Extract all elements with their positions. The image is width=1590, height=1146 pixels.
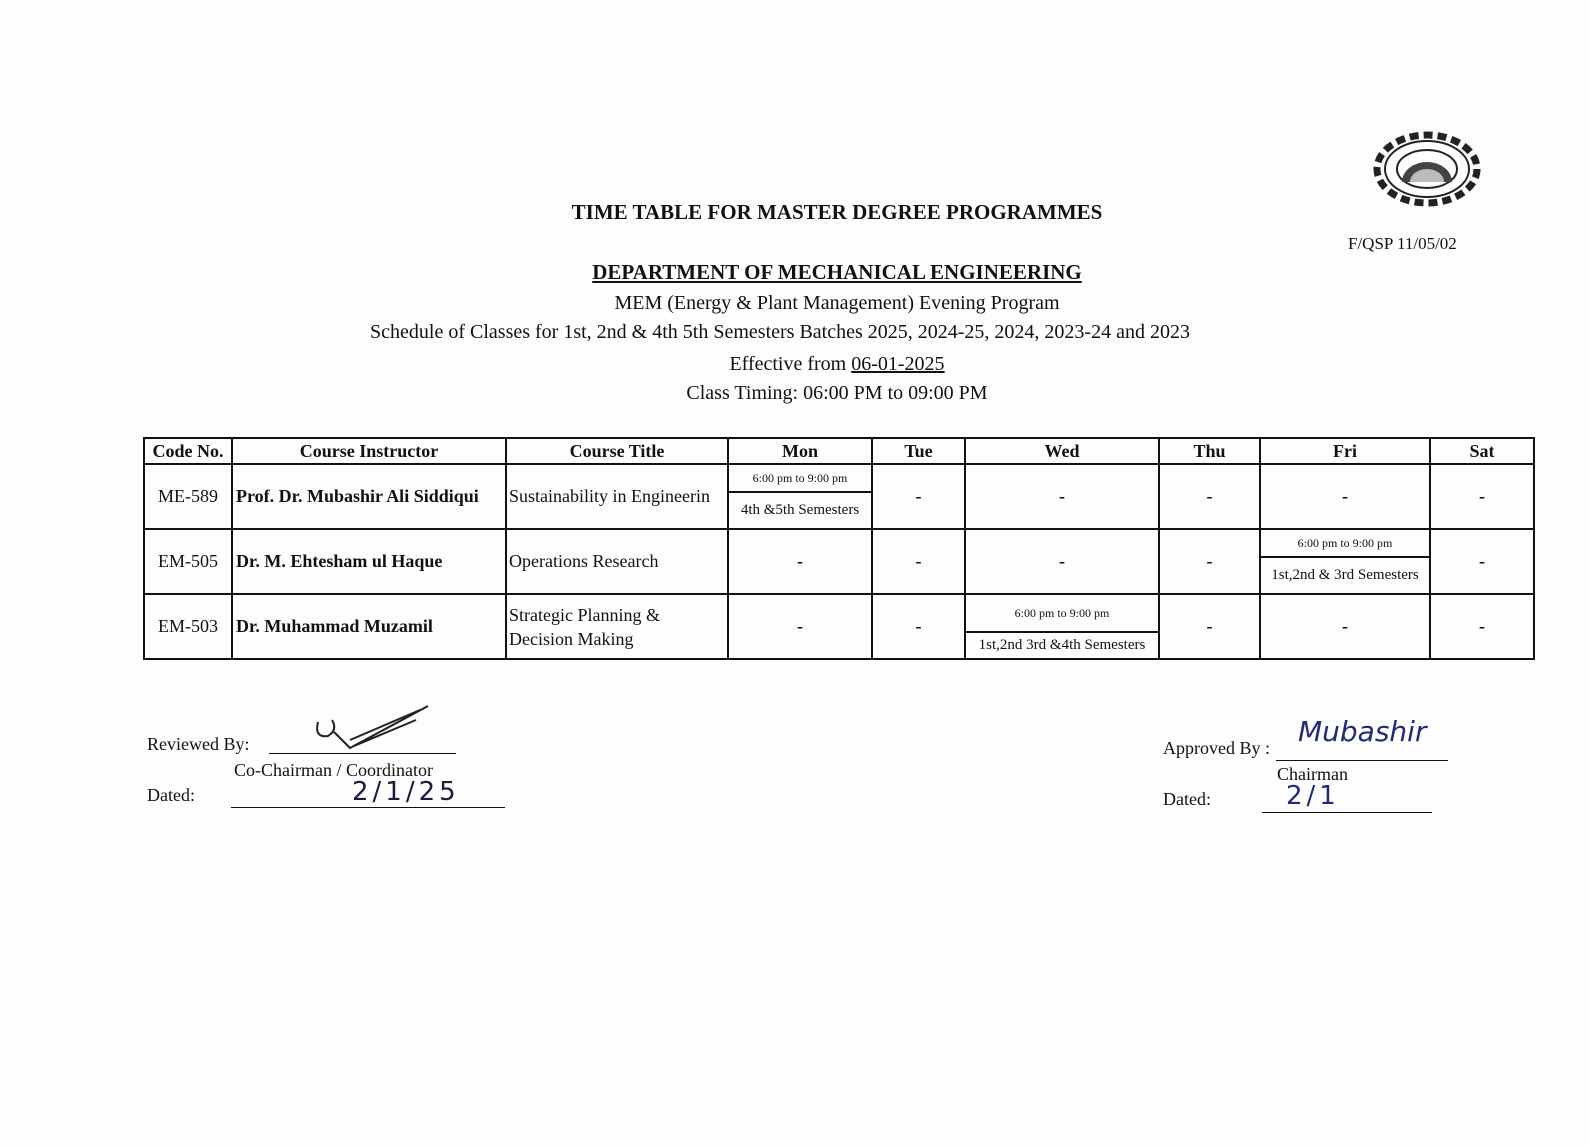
sat-slot: - — [1430, 464, 1534, 529]
course-code: EM-503 — [144, 594, 232, 659]
course-title: Operations Research — [506, 529, 728, 594]
slot-time: 6:00 pm to 9:00 pm — [1261, 530, 1429, 558]
university-seal-logo — [1364, 126, 1490, 212]
thu-slot: - — [1159, 529, 1260, 594]
program-name: MEM (Energy & Plant Management) Evening Program — [614, 292, 1060, 314]
approved-by-label: Approved By : — [1163, 738, 1270, 758]
col-title: Course Title — [506, 438, 728, 464]
col-instructor: Course Instructor — [232, 438, 506, 464]
mon-slot — [728, 464, 872, 529]
department-heading: DEPARTMENT OF MECHANICAL ENGINEERING — [592, 260, 1082, 284]
effective-date: 06-01-2025 — [851, 353, 945, 375]
table-row — [144, 464, 1534, 529]
course-code: EM-505 — [144, 529, 232, 594]
timetable — [143, 437, 1535, 660]
approver-signature-line — [1276, 760, 1448, 761]
class-timing: Class Timing: 06:00 PM to 09:00 PM — [686, 382, 988, 404]
col-tue: Tue — [872, 438, 965, 464]
fri-slot: - — [1260, 594, 1430, 659]
wed-slot — [965, 594, 1159, 659]
slot-time: 6:00 pm to 9:00 pm — [966, 595, 1158, 633]
col-fri: Fri — [1260, 438, 1430, 464]
approved-date: 2/1 — [1286, 781, 1340, 811]
reviewer-signature — [310, 700, 440, 755]
slot-semesters: 4th &5th Semesters — [740, 502, 860, 518]
thu-slot: - — [1159, 594, 1260, 659]
col-wed: Wed — [965, 438, 1159, 464]
fri-slot: - — [1260, 464, 1430, 529]
approved-dated-label: Dated: — [1163, 789, 1211, 809]
course-title: Sustainability in Engineerin — [506, 464, 728, 529]
effective-label: Effective from — [729, 353, 847, 375]
course-title-line2: Decision Making — [509, 628, 634, 649]
mon-slot: - — [728, 529, 872, 594]
approver-role: Chairman — [1277, 764, 1348, 784]
effective-date-line — [0, 353, 1590, 376]
col-thu: Thu — [1159, 438, 1260, 464]
tue-slot: - — [872, 529, 965, 594]
instructor: Prof. Dr. Mubashir Ali Siddiqui — [232, 464, 506, 529]
reviewed-dated-label: Dated: — [147, 785, 195, 805]
approver-signature: Mubashir — [1298, 715, 1427, 748]
instructor: Dr. M. Ehtesham ul Haque — [232, 529, 506, 594]
reviewer-role: Co-Chairman / Coordinator — [234, 760, 433, 780]
form-number: F/QSP 11/05/02 — [1348, 234, 1457, 253]
mon-slot: - — [728, 594, 872, 659]
sat-slot: - — [1430, 529, 1534, 594]
instructor: Dr. Muhammad Muzamil — [232, 594, 506, 659]
slot-semesters: 1st,2nd & 3rd Semesters — [1271, 567, 1419, 583]
course-title — [506, 594, 728, 659]
table-header-row — [144, 438, 1534, 464]
course-title-line1: Strategic Planning & — [509, 604, 660, 625]
slot-time: 6:00 pm to 9:00 pm — [729, 465, 871, 493]
table-row — [144, 594, 1534, 659]
wed-slot: - — [965, 464, 1159, 529]
course-code: ME-589 — [144, 464, 232, 529]
reviewed-date: 2/1/25 — [352, 777, 460, 807]
fri-slot — [1260, 529, 1430, 594]
col-sat: Sat — [1430, 438, 1534, 464]
schedule-description: Schedule of Classes for 1st, 2nd & 4th 5th Semesters Batches 2025, 2024-25, 2024, 2023-24 and 2023 — [370, 321, 1190, 343]
slot-semesters: 1st,2nd 3rd &4th Semesters — [978, 637, 1146, 653]
table-row — [144, 529, 1534, 594]
wed-slot: - — [965, 529, 1159, 594]
document-title: TIME TABLE FOR MASTER DEGREE PROGRAMMES — [571, 200, 1103, 224]
tue-slot: - — [872, 464, 965, 529]
col-mon: Mon — [728, 438, 872, 464]
approved-date-line — [1262, 812, 1432, 813]
tue-slot: - — [872, 594, 965, 659]
reviewed-by-label: Reviewed By: — [147, 734, 250, 754]
reviewed-date-line — [231, 807, 505, 808]
col-code: Code No. — [144, 438, 232, 464]
thu-slot: - — [1159, 464, 1260, 529]
sat-slot: - — [1430, 594, 1534, 659]
